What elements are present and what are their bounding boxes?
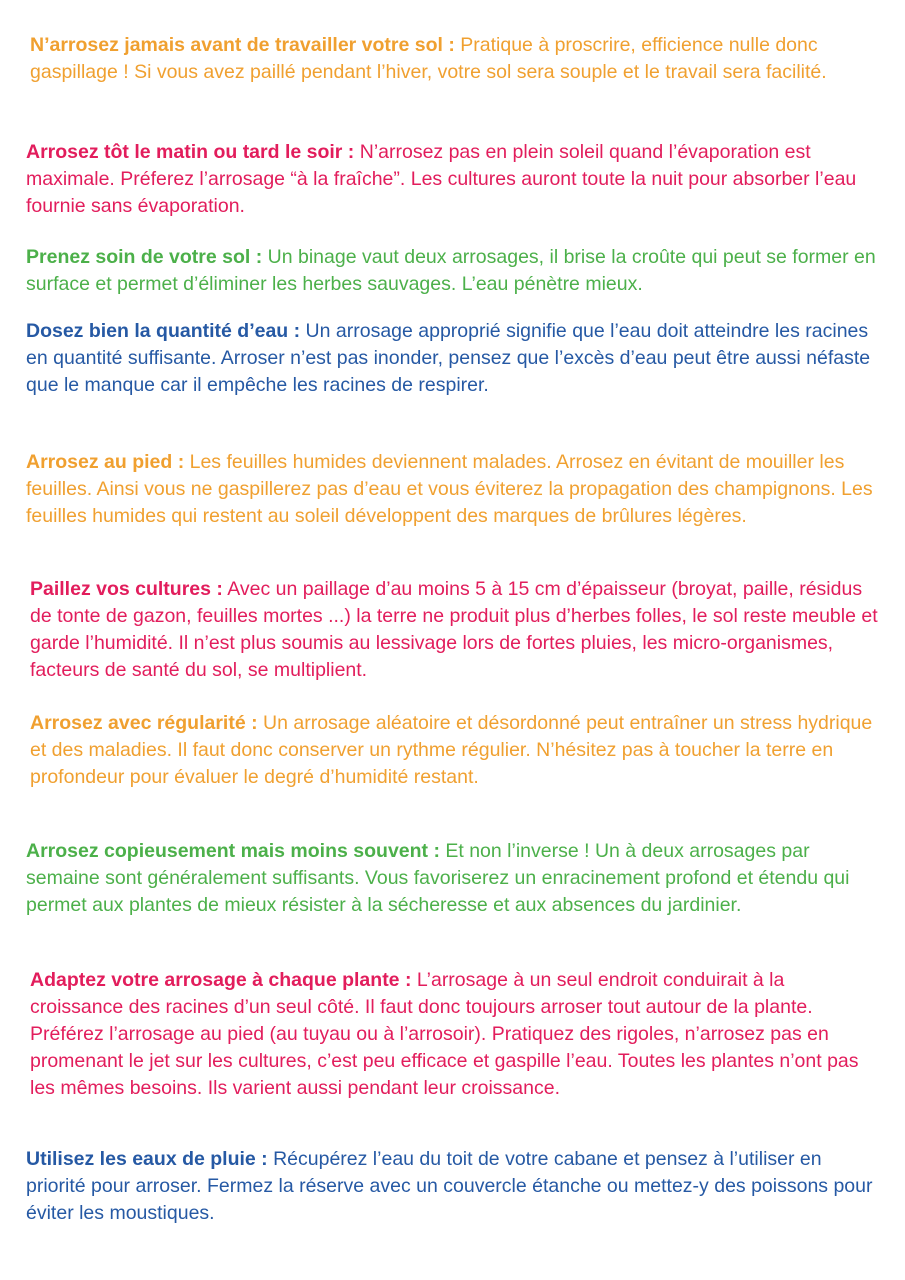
tip-heading: Arrosez avec régularité : <box>30 712 258 734</box>
tip-paragraph-mulch-crops <box>30 576 880 684</box>
tip-text: Avec un paillage d’au moins 5 à 15 cm d’épaisseur (broyat, paille, résidus de tonte de gazon, feuilles mortes ...) la terre ne produit plus d’herbes folles, le sol reste meuble et garde l’humidité. Il n’est plus soumis au lessivage lors de fortes pluies, les micro-organismes, facteurs de santé du sol, se multiplient. <box>30 578 878 681</box>
tip-heading: Arrosez au pied : <box>26 451 185 473</box>
tip-text: Un binage vaut deux arrosages, il brise la croûte qui peut se former en surface et permet d’éliminer les herbes sauvages. L’eau pénètre mieux. <box>26 246 876 295</box>
tip-text: L’arrosage à un seul endroit conduirait à la croissance des racines d’un seul côté. Il faut donc toujours arroser tout autour de la plante. Préférez l’arrosage au pied (au tuyau ou à l’arrosoir). Pratiquez des rigoles, n’arrosez pas en promenant le jet sur les cultures, c’est peu efficace et gaspille l’eau. Toutes les plantes n’ont pas les mêmes besoins. Ils varient aussi pendant leur croissance. <box>30 969 859 1099</box>
tip-heading: Adaptez votre arrosage à chaque plante : <box>30 969 412 991</box>
tip-paragraph-water-copiously <box>26 838 886 919</box>
tip-heading: Arrosez tôt le matin ou tard le soir : <box>26 141 355 163</box>
tip-paragraph-care-for-soil <box>26 244 886 298</box>
tip-text: Un arrosage approprié signifie que l’eau doit atteindre les racines en quantité suffisante. Arroser n’est pas inonder, pensez que l’excès d’eau peut être aussi néfaste que le manque car il empêche les racines de respirer. <box>26 320 871 396</box>
tip-heading: Arrosez copieusement mais moins souvent : <box>26 840 440 862</box>
tip-heading: Utilisez les eaux de pluie : <box>26 1148 268 1170</box>
tip-paragraph-water-at-foot <box>26 449 886 530</box>
tip-text: Les feuilles humides deviennent malades. Arrosez en évitant de mouiller les feuilles. Ainsi vous ne gaspillerez pas d’eau et vous éviterez la propagation des champignons. Les feuilles humides qui restent au soleil développent des marques de brûlures légères. <box>26 451 873 527</box>
tip-heading: Dosez bien la quantité d’eau : <box>26 320 301 342</box>
tip-paragraph-water-regularly <box>30 710 880 791</box>
tip-heading: Paillez vos cultures : <box>30 578 223 600</box>
tip-text: Un arrosage aléatoire et désordonné peut entraîner un stress hydrique et des maladies. Il faut donc conserver un rythme régulier. N’hésitez pas à toucher la terre en profondeur pour évaluer le degré d’humidité restant. <box>30 712 873 788</box>
tip-paragraph-water-quantity <box>26 318 876 399</box>
tip-paragraph-adapt-per-plant <box>30 967 880 1102</box>
tip-paragraph-water-morning-evening <box>26 139 886 220</box>
tip-paragraph-use-rainwater <box>26 1146 886 1227</box>
tip-text: Et non l’inverse ! Un à deux arrosages par semaine sont généralement suffisants. Vous favoriserez un enracinement profond et étendu qui permet aux plantes de mieux résister à la sécheresse et aux absences du jardinier. <box>26 840 850 916</box>
tip-heading: N’arrosez jamais avant de travailler votre sol : <box>30 34 455 56</box>
tip-heading: Prenez soin de votre sol : <box>26 246 263 268</box>
tip-paragraph-no-water-before-tilling <box>30 32 880 86</box>
tip-text: N’arrosez pas en plein soleil quand l’évaporation est maximale. Préferez l’arrosage “à la fraîche”. Les cultures auront toute la nuit pour absorber l’eau fournie sans évaporation. <box>26 141 857 217</box>
tip-text: Récupérez l’eau du toit de votre cabane et pensez à l’utiliser en priorité pour arroser. Fermez la réserve avec un couvercle étanche ou mettez-y des poissons pour éviter les moustiques. <box>26 1148 873 1224</box>
tip-text: Pratique à proscrire, efficience nulle donc gaspillage ! Si vous avez paillé pendant l’hiver, votre sol sera souple et le travail sera facilité. <box>30 34 827 83</box>
